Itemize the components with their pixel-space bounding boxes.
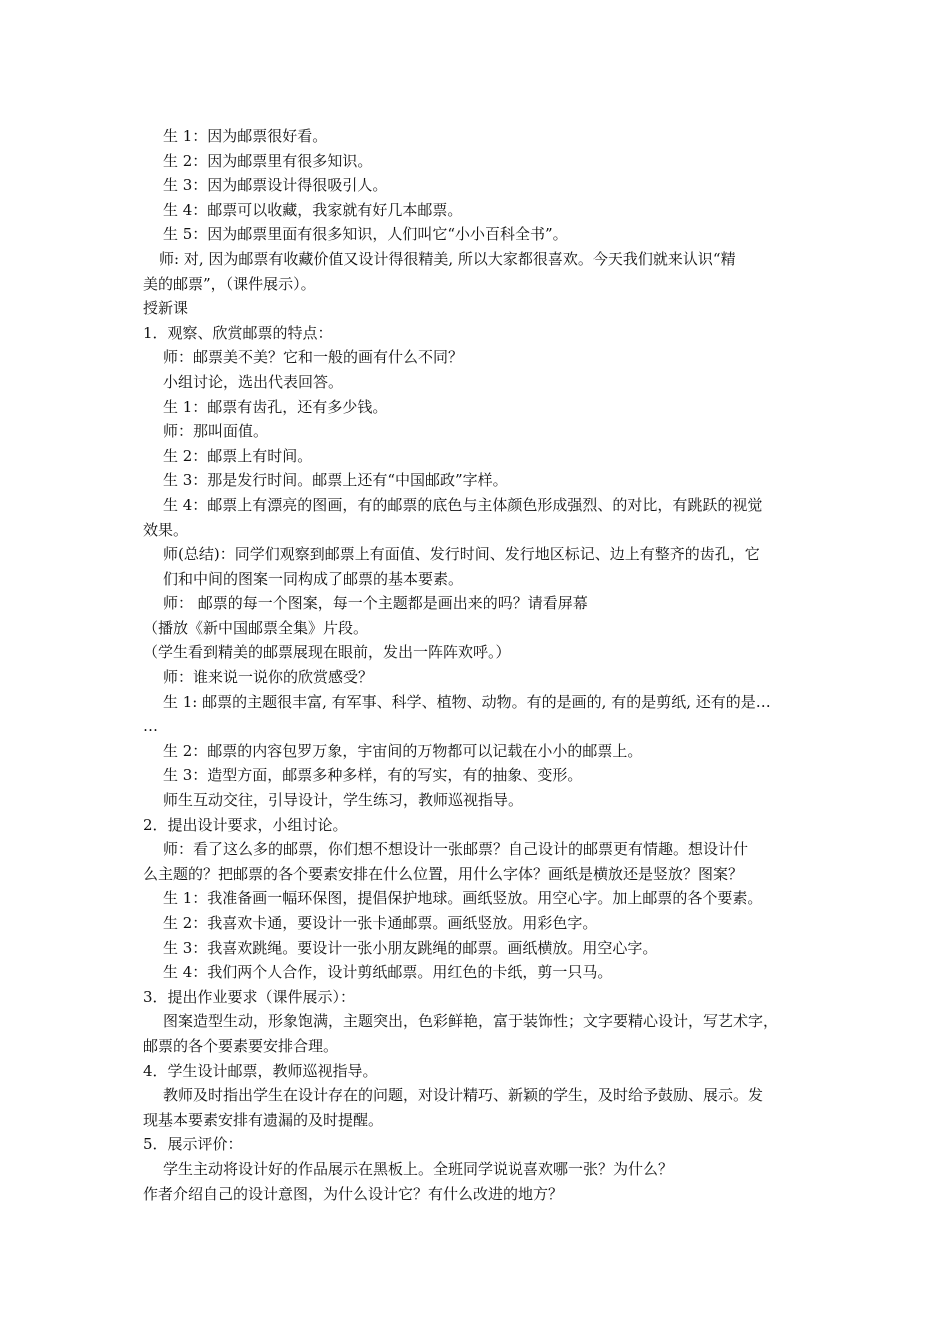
section-heading: 授新课 [143,299,189,318]
text-line: 师：邮票美不美？它和一般的画有什么不同？ [163,348,464,367]
text-line: 生 2：邮票的内容包罗万象，宇宙间的万物都可以记载在小小的邮票上。 [163,741,643,760]
text-line: 生 2：我喜欢卡通，要设计一张卡通邮票。画纸竖放。用彩色字。 [163,914,598,932]
text-line: 生 4：我们两个人合作，设计剪纸邮票。用红色的卡纸，剪一只马。 [163,963,613,982]
text-line: 师：看了这么多的邮票，你们想不想设计一张邮票？自己设计的邮票更有情趣。想设计什 [163,840,749,859]
section-heading: 1．观察、欣赏邮票的特点： [143,323,333,342]
text-line: 邮票的各个要素要安排合理。 [143,1036,339,1055]
document-body [143,124,813,1206]
text-line: 图案造型生动，形象饱满，主题突出，色彩鲜艳，富于装饰性；文字要精心设计，写艺术字， [163,1012,779,1031]
text-line: 美的邮票”，（课件展示）。 [143,274,316,293]
text-line: 生 1：邮票有齿孔，还有多少钱。 [163,397,388,416]
text-line: 师生互动交往，引导设计，学生练习，教师巡视指导。 [163,791,524,810]
text-line: 生 4：邮票可以收藏，我家就有好几本邮票。 [163,200,463,219]
text-line: … [143,717,158,736]
text-line: 们和中间的图案一同构成了邮票的基本要素。 [163,569,464,588]
text-line: 师： 邮票的每一个图案，每一个主题都是画出来的吗？请看屏幕 [163,594,588,613]
text-line: 生 3：那是发行时间。邮票上还有“中国邮政”字样。 [163,471,508,490]
text-line: 教师及时指出学生在设计存在的问题，对设计精巧、新颖的学生，及时给予鼓励、展示。发 [163,1086,764,1105]
text-line: 生 4：邮票上有漂亮的图画，有的邮票的底色与主体颜色形成强烈、的对比，有跳跃的视觉 [163,495,763,514]
text-line: 作者介绍自己的设计意图，为什么设计它？有什么改进的地方？ [143,1184,564,1203]
text-line: 生 3：我喜欢跳绳。要设计一张小朋友跳绳的邮票。画纸横放。用空心字。 [163,938,658,957]
text-line: 效果。 [143,520,189,539]
section-heading: 3．提出作业要求（课件展示）： [143,987,356,1006]
text-line: 师(总结)：同学们观察到邮票上有面值、发行时间、发行地区标记、边上有整齐的齿孔，它 [163,545,760,564]
text-line: （学生看到精美的邮票展现在眼前，发出一阵阵欢呼。） [143,643,511,662]
text-line: 么主题的？把邮票的各个要素安排在什么位置，用什么字体？画纸是横放还是竖放？图案？ [143,864,744,883]
section-heading: 5．展示评价： [143,1135,243,1154]
text-line: 学生主动将设计好的作品展示在黑板上。全班同学说说喜欢哪一张？为什么？ [163,1159,674,1178]
text-line: 生 3：造型方面，邮票多种多样，有的写实，有的抽象、变形。 [163,766,583,785]
text-line: 师：那叫面值。 [163,422,269,441]
text-line: 小组讨论，选出代表回答。 [163,372,344,391]
section-heading: 4．学生设计邮票，教师巡视指导。 [143,1061,378,1080]
text-line: 现基本要素安排有遗漏的及时提醒。 [143,1110,384,1129]
section-heading: 2．提出设计要求，小组讨论。 [143,815,348,834]
text-line: 生 1：因为邮票很好看。 [163,127,328,145]
text-line: 生 1: 邮票的主题很丰富, 有军事、科学、植物、动物。有的是画的, 有的是剪纸, 还有的是… [163,692,771,711]
text-line: 生 2：邮票上有时间。 [163,446,313,465]
text-line: 生 3：因为邮票设计得很吸引人。 [163,176,388,195]
text-line: 师: 对, 因为邮票有收藏价值又设计得很精美, 所以大家都很喜欢。今天我们就来认识“精 [159,249,736,268]
text-line: 生 5：因为邮票里面有很多知识，人们叫它“小小百科全书”。 [163,225,568,244]
text-line: （播放《新中国邮票全集》片段。 [143,618,369,637]
text-line: 师：谁来说一说你的欣赏感受？ [163,668,374,687]
text-line: 生 1：我准备画一幅环保图，提倡保护地球。画纸竖放。用空心字。加上邮票的各个要素。 [163,889,763,908]
text-line: 生 2：因为邮票里有很多知识。 [163,151,373,170]
